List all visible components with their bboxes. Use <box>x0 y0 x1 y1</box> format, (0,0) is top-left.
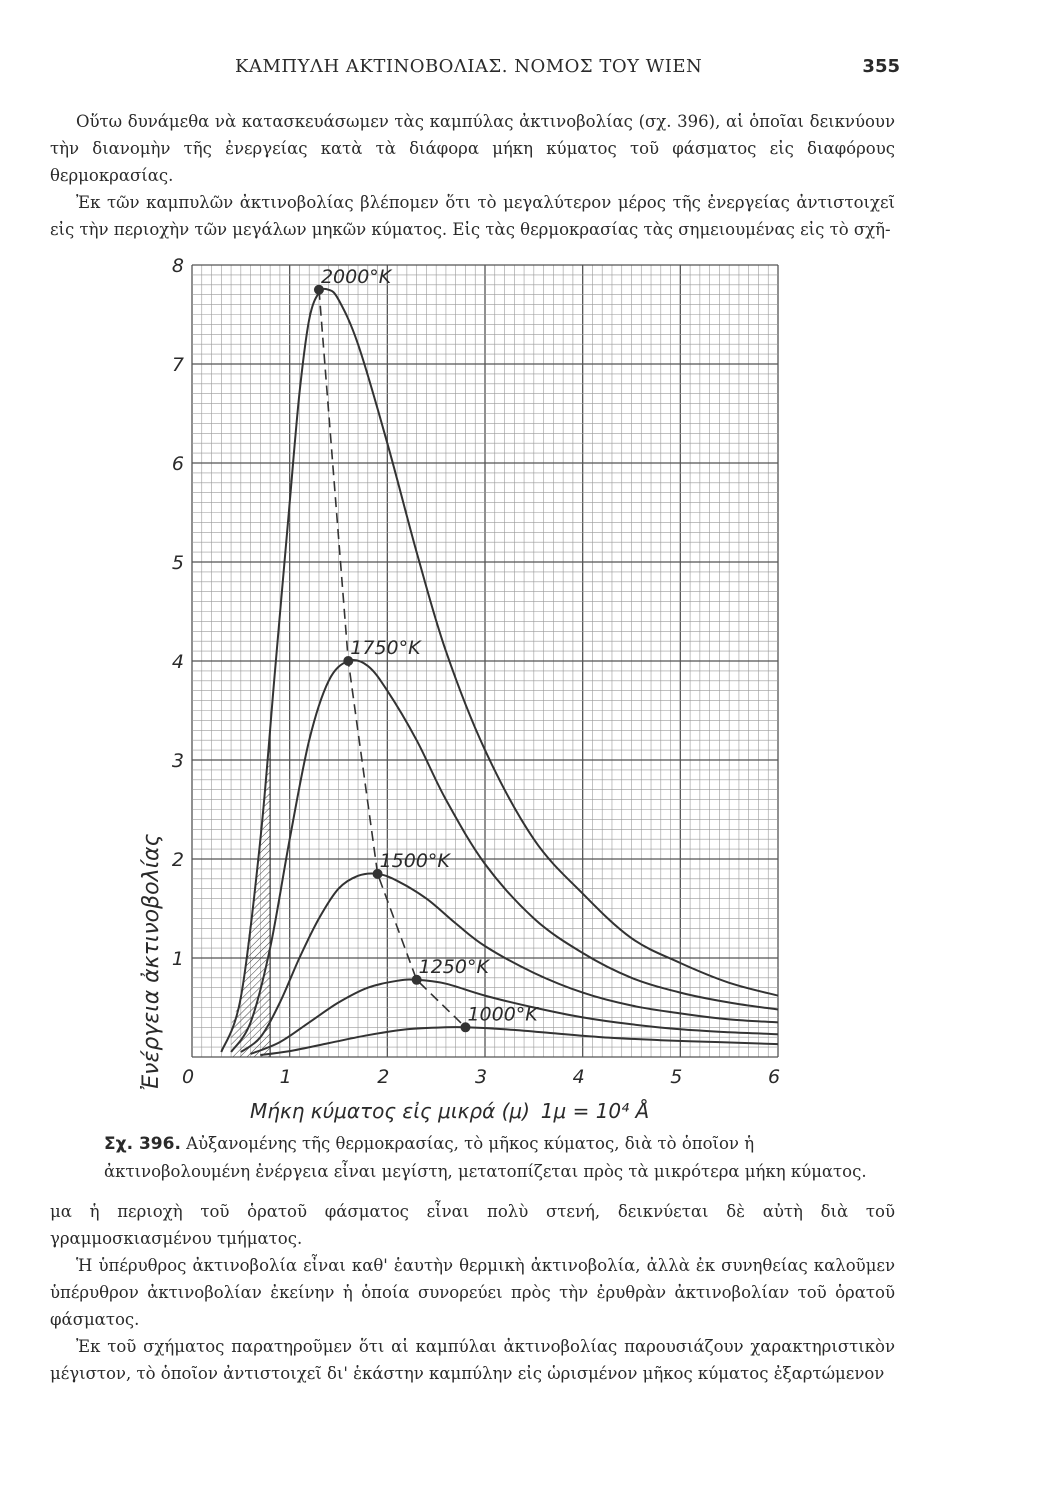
x-tick-label: 5 <box>670 1066 683 1088</box>
x-tick-label: 1 <box>279 1066 292 1088</box>
page-number: 355 <box>862 56 900 77</box>
y-tick-label: 8 <box>171 255 184 277</box>
paragraph: Ἡ ὑπέρυθρος ἀκτινοβολία εἶναι καθ' ἑαυτὴν θερμικὴ ἀκτινοβολία, ἀλλὰ ἐκ συνηθείας καλοῦμεν ὑπέρυθρον ἀκτινοβολίαν ἐκείνην ἡ ὁποία συνορεύει πρὸς τὴν ἐρυθρὰν ἀκτινοβολίαν τοῦ ὁρατοῦ φάσματος. <box>50 1256 895 1329</box>
paragraph: Ἐκ τῶν καμπυλῶν ἀκτινοβολίας βλέπομεν ὅτι τὸ μεγαλύτερον μέρος τῆς ἐνεργείας ἀντιστοιχεῖ εἰς τὴν περιοχὴν τῶν μεγάλων μηκῶν κύματος. Εἰς τὰς θερμοκρασίας τὰς σημειουμένας εἰς τὸ σχῆ- <box>50 193 895 239</box>
curve-label: 1000°K <box>467 1003 538 1026</box>
radiation-figure <box>0 250 1038 1130</box>
top-text <box>50 108 895 243</box>
curve-label: 1500°K <box>379 849 450 872</box>
paragraph: Οὕτω δυνάμεθα νὰ κατασκευάσωμεν τὰς καμπύλας ἀκτινοβολίας (σχ. 396), αἱ ὁποῖαι δεικνύουν τὴν διανομὴν τῆς ἐνεργείας κατὰ τὰ διάφορα μήκη κύματος τοῦ φάσματος εἰς διαφόρους θερμοκρασίας. <box>50 112 895 185</box>
x-tick-label: 3 <box>474 1066 488 1088</box>
curve-label: 1750°K <box>350 637 421 659</box>
y-tick-label: 2 <box>171 849 184 871</box>
grid <box>192 265 778 1057</box>
x-tick-label: 0 <box>181 1066 195 1088</box>
bottom-text <box>50 1198 895 1387</box>
curve-label: 1250°K <box>418 955 489 978</box>
paragraph: Ἐκ τοῦ σχήματος παρατηροῦμεν ὅτι αἱ καμπύλαι ἀκτινοβολίας παρουσιάζουν χαρακτηριστικὸν μέγιστον, τὸ ὁποῖον ἀντιστοιχεῖ δι' ἑκάστην καμπύλην εἰς ὡρισμένον μῆκος κύματος ἐξαρτώμενον <box>50 1337 895 1383</box>
x-axis-label: Μήκη κύματος εἰς μικρά (μ) <box>250 1099 530 1123</box>
y-tick-label: 6 <box>171 453 184 475</box>
x-tick-label: 4 <box>572 1066 585 1088</box>
y-axis-label: Ἐνέργεια ἀκτινοβολίας <box>139 833 164 1091</box>
x-tick-label: 6 <box>767 1066 781 1088</box>
y-tick-label: 3 <box>171 750 184 772</box>
figure-number: Σχ. 396. <box>104 1134 181 1154</box>
y-tick-label: 4 <box>171 651 184 673</box>
radiation-chart <box>0 250 1038 1130</box>
x-tick-label: 2 <box>377 1066 390 1088</box>
curve-label: 2000°K <box>320 265 392 288</box>
y-tick-label: 7 <box>171 354 184 376</box>
x-axis-note: 1μ = 10⁴ Å <box>540 1099 650 1123</box>
caption-text: Αὐξανομένης τῆς θερμοκρασίας, τὸ μῆκος κύματος, διὰ τὸ ὁποῖον ἡ ἀκτινοβολουμένη ἐνέργεια εἶναι μεγίστη, μετατοπίζεται πρὸς τὰ μικρότερα μήκη κύματος. <box>104 1134 867 1181</box>
y-tick-label: 5 <box>171 552 184 574</box>
paragraph: μα ἡ περιοχὴ τοῦ ὁρατοῦ φάσματος εἶναι πολὺ στενή, δεικνύεται δὲ αὐτὴ διὰ τοῦ γραμμοσκιασμένου τμήματος. <box>50 1202 895 1248</box>
curve-labels <box>321 266 539 1026</box>
y-tick-label: 1 <box>171 948 184 970</box>
running-title: ΚΑΜΠΥΛΗ ΑΚΤΙΝΟΒΟΛΙΑΣ. ΝΟΜΟΣ ΤΟΥ WIEN <box>235 56 703 77</box>
page-header <box>60 56 900 86</box>
figure-caption <box>104 1130 884 1185</box>
